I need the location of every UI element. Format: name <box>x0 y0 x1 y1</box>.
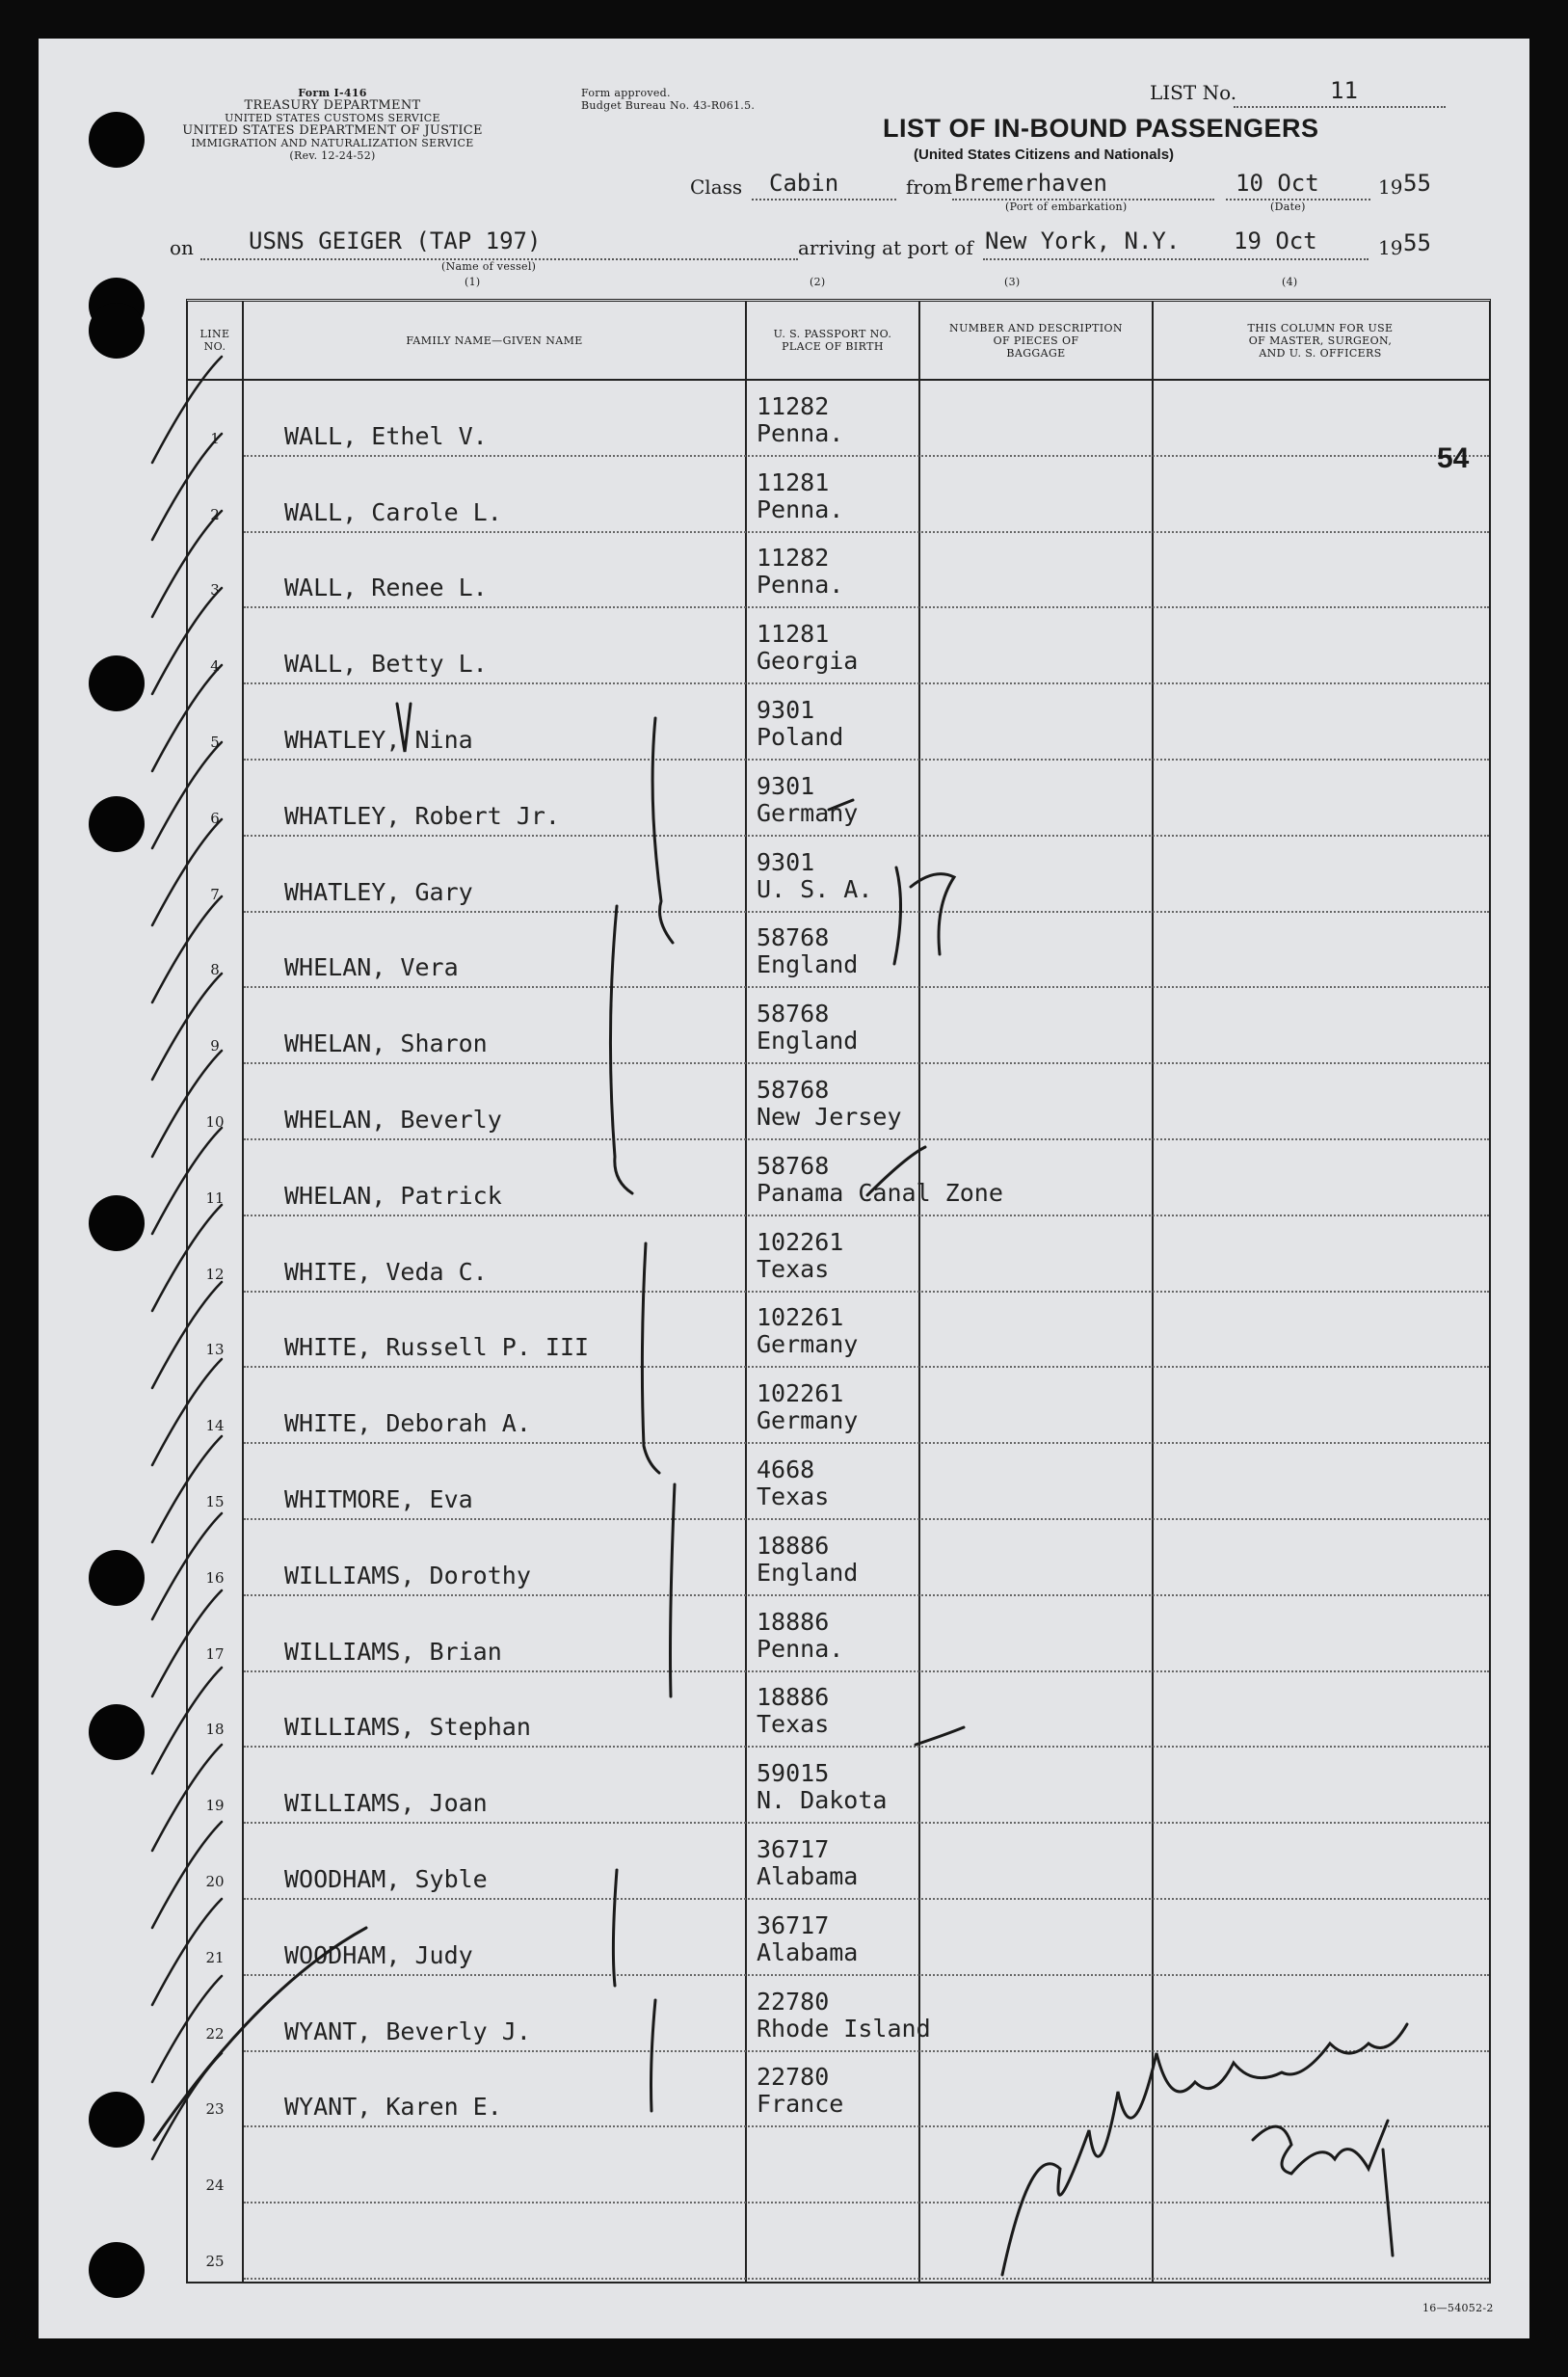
passport-number: 11282 <box>757 391 830 420</box>
passenger-name: WALL, Betty L. <box>284 650 488 679</box>
time-note-mark <box>1253 2121 1393 2256</box>
line-number: 15 <box>205 1492 225 1510</box>
col-caption-4: (4) <box>1282 276 1298 288</box>
passenger-name: WHATLEY, Gary <box>284 877 473 906</box>
col-caption-3: (3) <box>1004 276 1021 288</box>
treasury-dept: TREASURY DEPARTMENT <box>244 98 421 113</box>
line-number: 10 <box>205 1112 225 1131</box>
ky-mark <box>894 868 954 964</box>
line-number: 11 <box>205 1188 225 1207</box>
officer-note: 54 <box>1437 442 1470 474</box>
date-value: 10 Oct <box>1236 170 1319 197</box>
revision-date: (Rev. 12-24-52) <box>289 149 376 162</box>
page-title: LIST OF IN-BOUND PASSENGERS <box>883 114 1319 143</box>
place-of-birth: Texas <box>757 1482 830 1510</box>
vessel-caption: (Name of vessel) <box>441 260 537 273</box>
line-number: 13 <box>205 1341 225 1359</box>
passenger-name: WILLIAMS, Dorothy <box>284 1561 531 1589</box>
passport-number: 59015 <box>757 1759 830 1788</box>
form-number: Form I-416 <box>298 87 367 99</box>
passenger-name: WALL, Ethel V. <box>284 421 488 450</box>
line-number: 4 <box>210 657 220 676</box>
line-number: 23 <box>205 2100 225 2119</box>
header-baggage: NUMBER AND DESCRIPTION OF PIECES OF BAGGAGE <box>949 321 1123 360</box>
passport-number: 18886 <box>757 1683 830 1712</box>
line-number: 6 <box>210 809 220 827</box>
passenger-name: WILLIAMS, Joan <box>284 1789 488 1818</box>
passport-number: 22780 <box>757 1987 830 2016</box>
passenger-name: WYANT, Karen E. <box>284 2093 502 2122</box>
line-number: 16 <box>205 1568 225 1587</box>
customs-service: UNITED STATES CUSTOMS SERVICE <box>225 112 440 124</box>
place-of-birth: Rhode Island <box>757 2014 931 2043</box>
form-approved: Form approved. <box>581 87 671 99</box>
bracket-mark <box>642 1243 659 1473</box>
list-no-value: 11 <box>1330 77 1358 104</box>
list-no-label: LIST No. <box>1150 81 1237 104</box>
line-number: 2 <box>210 505 220 523</box>
place-of-birth: U. S. A. <box>757 874 873 903</box>
place-of-birth: England <box>757 1558 859 1587</box>
budget-bureau: Budget Bureau No. 43-R061.5. <box>581 99 756 112</box>
passport-number: 36717 <box>757 1910 830 1939</box>
passport-number: 58768 <box>757 1151 830 1180</box>
header-passport: U. S. PASSPORT NO. PLACE OF BIRTH <box>773 328 892 353</box>
place-of-birth: Penna. <box>757 1634 844 1663</box>
passenger-name: WHELAN, Sharon <box>284 1029 488 1058</box>
place-of-birth: Alabama <box>757 1861 859 1890</box>
place-of-birth: Texas <box>757 1254 830 1283</box>
passenger-name: WYANT, Beverly J. <box>284 2016 531 2045</box>
class-value: Cabin <box>769 170 839 197</box>
passport-number: 9301 <box>757 847 815 876</box>
place-of-birth: New Jersey <box>757 1102 902 1131</box>
passport-number: 9301 <box>757 771 815 800</box>
ins-service: IMMIGRATION AND NATURALIZATION SERVICE <box>191 137 474 149</box>
place-of-birth: Penna. <box>757 418 844 447</box>
port-embark-caption: (Port of embarkation) <box>1005 200 1128 213</box>
from-label: from <box>906 175 952 199</box>
line-number: 1 <box>210 429 220 447</box>
passport-number: 18886 <box>757 1607 830 1636</box>
initial-mark <box>397 704 411 752</box>
passenger-name: WILLIAMS, Brian <box>284 1637 502 1666</box>
passport-number: 18886 <box>757 1531 830 1560</box>
vessel-name: USNS GEIGER (TAP 197) <box>249 227 542 254</box>
year-prefix: 19 <box>1378 175 1403 199</box>
place-of-birth: France <box>757 2090 844 2119</box>
place-of-birth: England <box>757 1027 859 1055</box>
place-of-birth: Alabama <box>757 1937 859 1966</box>
line-number: 14 <box>205 1417 225 1435</box>
signature <box>1002 2024 1407 2275</box>
from-value: Bremerhaven <box>954 170 1107 197</box>
date-caption: (Date) <box>1270 200 1306 213</box>
footer-code: 16—54052-2 <box>1422 2302 1494 2314</box>
passenger-name: WALL, Carole L. <box>284 497 502 526</box>
passenger-name: WHATLEY, Nina <box>284 725 473 754</box>
place-of-birth: Germany <box>757 1406 859 1435</box>
place-of-birth: Germany <box>757 1330 859 1359</box>
passenger-name: WHELAN, Vera <box>284 953 459 982</box>
arrive-port: New York, N.Y. <box>985 227 1181 254</box>
place-of-birth: N. Dakota <box>757 1786 888 1815</box>
passenger-name: WOODHAM, Syble <box>284 1864 488 1893</box>
arriving-label: arriving at port of <box>798 236 973 259</box>
passenger-name: WHITE, Deborah A. <box>284 1409 531 1438</box>
passenger-name: WILLIAMS, Stephan <box>284 1713 531 1742</box>
line-number: 7 <box>210 885 220 903</box>
line-number: 19 <box>205 1797 225 1815</box>
bracket-mark <box>610 906 632 1193</box>
col-caption-1: (1) <box>465 276 481 288</box>
bracket-mark <box>652 718 673 943</box>
header-line-no: LINE NO. <box>199 328 230 353</box>
passenger-name: WHITE, Veda C. <box>284 1257 488 1286</box>
passenger-name: WHELAN, Beverly <box>284 1105 502 1134</box>
line-number: 20 <box>205 1872 225 1890</box>
header-officers: THIS COLUMN FOR USE OF MASTER, SURGEON, AND U. S. OFFICERS <box>1247 321 1394 360</box>
place-of-birth: Georgia <box>757 647 859 676</box>
passport-number: 9301 <box>757 695 815 724</box>
place-of-birth: Penna. <box>757 571 844 600</box>
class-label: Class <box>690 175 743 199</box>
arrive-date: 19 Oct <box>1234 227 1317 254</box>
passenger-name: WHELAN, Patrick <box>284 1181 502 1210</box>
passenger-name: WOODHAM, Judy <box>284 1940 473 1969</box>
bracket-mark <box>613 1870 617 1986</box>
passport-number: 22780 <box>757 2063 830 2092</box>
passport-number: 102261 <box>757 1303 844 1332</box>
passport-number: 102261 <box>757 1379 844 1408</box>
passenger-name: WHATLEY, Robert Jr. <box>284 801 560 830</box>
place-of-birth: England <box>757 950 859 979</box>
check-mark <box>154 1928 366 2140</box>
year-value: 55 <box>1403 170 1431 197</box>
place-of-birth: Germany <box>757 798 859 827</box>
passenger-name: WHITE, Russell P. III <box>284 1333 590 1362</box>
line-number: 3 <box>210 581 220 600</box>
header-name: FAMILY NAME—GIVEN NAME <box>406 334 583 347</box>
passenger-name: WHITMORE, Eva <box>284 1484 473 1513</box>
passport-number: 11281 <box>757 467 830 496</box>
passport-number: 58768 <box>757 923 830 952</box>
line-number: 21 <box>205 1948 225 1966</box>
passport-number: 58768 <box>757 1075 830 1104</box>
line-number: 22 <box>205 2024 225 2043</box>
document-sheet <box>39 39 1529 2338</box>
passenger-name: WALL, Renee L. <box>284 574 488 602</box>
place-of-birth: Texas <box>757 1710 830 1739</box>
passport-number: 4668 <box>757 1455 815 1483</box>
place-of-birth: Panama Canal Zone <box>757 1178 1003 1207</box>
line-number: 8 <box>210 961 220 979</box>
line-number: 12 <box>205 1265 225 1283</box>
justice-dept: UNITED STATES DEPARTMENT OF JUSTICE <box>182 123 483 138</box>
passport-number: 11282 <box>757 544 830 573</box>
on-label: on <box>170 236 194 259</box>
bracket-mark <box>651 2000 656 2111</box>
place-of-birth: Poland <box>757 722 844 751</box>
line-number: 25 <box>205 2252 225 2270</box>
line-number: 18 <box>205 1721 225 1739</box>
arrive-year-prefix: 19 <box>1378 236 1403 259</box>
line-number: 24 <box>205 2177 225 2195</box>
line-number: 9 <box>210 1037 220 1055</box>
arrive-year: 55 <box>1403 229 1431 256</box>
line-number: 5 <box>210 733 220 751</box>
handwriting-overlay <box>39 39 1529 2338</box>
passport-number: 36717 <box>757 1834 830 1863</box>
row-check-marks <box>152 357 222 2159</box>
passport-number: 58768 <box>757 1000 830 1028</box>
bracket-mark <box>671 1484 676 1696</box>
page-subtitle: (United States Citizens and Nationals) <box>914 147 1175 163</box>
passport-number: 102261 <box>757 1227 844 1256</box>
line-number: 17 <box>205 1644 225 1663</box>
place-of-birth: Penna. <box>757 494 844 523</box>
passport-number: 11281 <box>757 620 830 649</box>
col-caption-2: (2) <box>810 276 826 288</box>
